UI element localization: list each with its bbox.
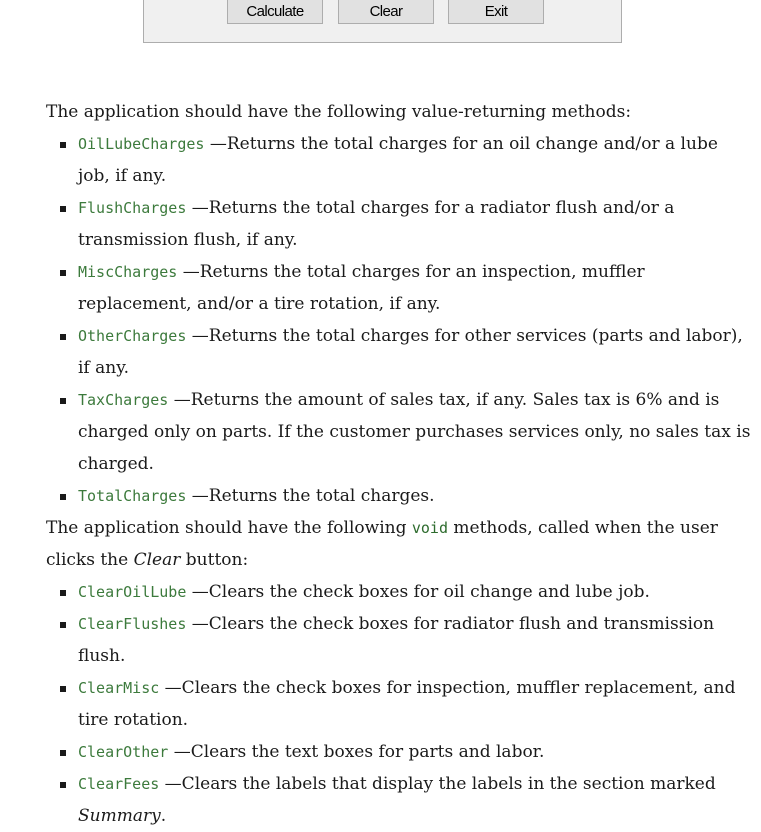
method-description: —Clears the check boxes for radiator flush and transmission <box>186 614 715 634</box>
method-name: TaxCharges <box>78 391 169 409</box>
method-description: —Clears the check boxes for inspection, muffler replacement, and <box>159 678 736 698</box>
intro-text: clicks the <box>46 550 134 570</box>
bullet-icon <box>60 590 66 596</box>
intro-text: button: <box>180 550 249 570</box>
list-item <box>78 768 716 800</box>
method-description: —Clears the check boxes for oil change and lube job. <box>186 582 650 602</box>
bullet-icon <box>60 494 66 500</box>
summary-emphasis: Summary <box>78 806 161 826</box>
void-keyword: void <box>411 519 448 537</box>
method-description: —Returns the total charges for an oil change and/or a lube <box>204 134 718 154</box>
method-description: —Returns the total charges. <box>186 486 435 506</box>
method-name: OilLubeCharges <box>78 135 205 153</box>
list-item-continuation: if any. <box>78 358 129 378</box>
method-name: TotalCharges <box>78 487 187 505</box>
bullet-icon <box>60 622 66 628</box>
bullet-icon <box>60 750 66 756</box>
list-item <box>78 736 544 768</box>
method-name: FlushCharges <box>78 199 187 217</box>
clear-emphasis: Clear <box>133 550 181 570</box>
method-name: MiscCharges <box>78 263 178 281</box>
method-description: —Returns the amount of sales tax, if any. Sales tax is 6% and is <box>168 390 720 410</box>
list-item <box>78 128 718 160</box>
list-item <box>78 320 743 352</box>
bullet-icon <box>60 270 66 276</box>
calculate-button[interactable]: Calculate <box>227 0 323 24</box>
method-description: —Returns the total charges for other services (parts and labor), <box>186 326 743 346</box>
list-item <box>78 192 674 224</box>
list-item-continuation: transmission flush, if any. <box>78 230 298 250</box>
method-name: ClearMisc <box>78 679 160 697</box>
list-item <box>78 256 645 288</box>
method-description: —Clears the labels that display the labels in the section marked <box>159 774 716 794</box>
list-item <box>78 608 714 640</box>
list-item-continuation: job, if any. <box>78 166 167 186</box>
bullet-icon <box>60 206 66 212</box>
bullet-icon <box>60 334 66 340</box>
bullet-icon <box>60 398 66 404</box>
form-button-panel <box>143 0 622 43</box>
list-item-continuation: tire rotation. <box>78 710 189 730</box>
intro-text: The application should have the following <box>46 518 412 538</box>
bullet-icon <box>60 142 66 148</box>
intro-text: methods, called when the user <box>448 518 718 538</box>
method-name: ClearOilLube <box>78 583 187 601</box>
list-item-continuation: flush. <box>78 646 126 666</box>
bullet-icon <box>60 782 66 788</box>
value-returning-intro: The application should have the following value-returning methods: <box>46 102 632 122</box>
clear-button[interactable]: Clear <box>338 0 434 24</box>
method-name: OtherCharges <box>78 327 187 345</box>
bullet-icon <box>60 686 66 692</box>
method-name: ClearFees <box>78 775 160 793</box>
list-item-continuation <box>78 800 166 832</box>
period-text: . <box>160 806 167 826</box>
method-description: —Clears the text boxes for parts and labor. <box>168 742 545 762</box>
method-name: ClearOther <box>78 743 169 761</box>
void-methods-intro-line2 <box>46 544 248 576</box>
method-name: ClearFlushes <box>78 615 187 633</box>
list-item <box>78 384 719 416</box>
exit-button[interactable]: Exit <box>448 0 544 24</box>
list-item-continuation: charged only on parts. If the customer purchases services only, no sales tax is <box>78 422 751 442</box>
list-item-continuation: charged. <box>78 454 154 474</box>
void-methods-intro <box>46 512 718 544</box>
method-description: —Returns the total charges for a radiator flush and/or a <box>186 198 675 218</box>
list-item <box>78 576 650 608</box>
list-item <box>78 480 435 512</box>
list-item <box>78 672 736 704</box>
method-description: —Returns the total charges for an inspection, muffler <box>177 262 645 282</box>
list-item-continuation: replacement, and/or a tire rotation, if any. <box>78 294 441 314</box>
